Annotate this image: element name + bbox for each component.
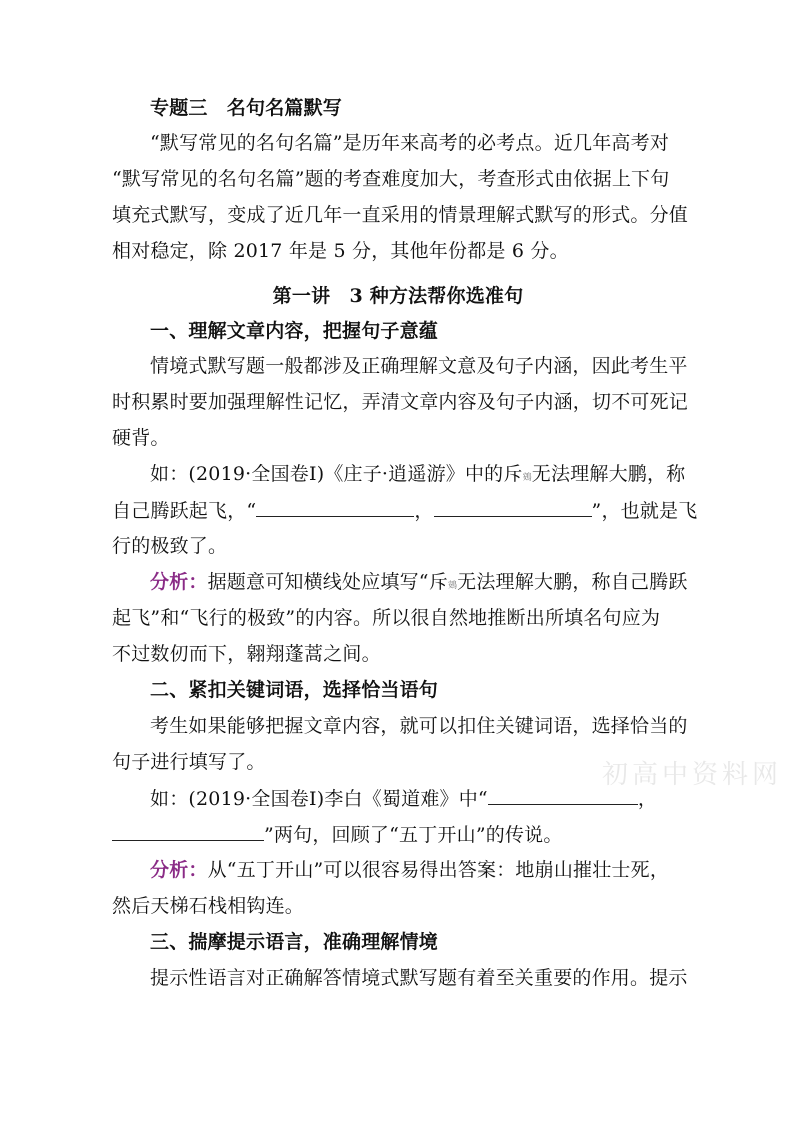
analysis-label: 分析： [150, 859, 208, 881]
section-2-analysis-line-1: 分析：从“五丁开山”可以很容易得出答案：地崩山摧壮士死， [150, 859, 670, 881]
section-2-analysis-line-2: 然后天梯石栈相钩连。 [112, 895, 305, 917]
section-2-body-1: 考生如果能够把握文章内容，就可以扣住关键词语，选择恰当的 [150, 715, 688, 737]
answer-blank-1[interactable] [256, 498, 414, 517]
topic-heading: 专题三 名句名篇默写 [150, 97, 343, 119]
analysis-label: 分析： [150, 571, 208, 593]
lecture-title: 第一讲 3 种方法帮你选准句 [272, 285, 524, 307]
section-1-title: 一、理解文章内容，把握句子意蕴 [150, 320, 439, 342]
intro-line-3: 填充式默写，变成了近几年一直采用的情景理解式默写的形式。分值 [112, 204, 689, 226]
section-3-body-1: 提示性语言对正确解答情境式默写题有着至关重要的作用。提示 [150, 967, 688, 989]
section-2-example-line-2: ”两句，回顾了“五丁开山”的传说。 [112, 822, 684, 847]
character-mark: 鴳 [447, 581, 458, 591]
watermark: 初高中资料网 [602, 760, 783, 790]
intro-line-1: “默写常见的名句名篇”是历年来高考的必考点。近几年高考对 [150, 132, 670, 154]
section-1-example-line-3: 行的极致了。 [112, 535, 228, 557]
intro-line-4: 相对稳定，除 2017 年是 5 分，其他年份都是 6 分。 [112, 240, 569, 262]
character-mark: 鴳 [522, 473, 532, 483]
section-1-body-2: 时积累时要加强理解性记忆，弄清文章内容及句子内涵，切不可死记 [112, 391, 689, 413]
section-3-title: 三、揣摩提示语言，准确理解情境 [150, 931, 439, 953]
section-1-example-line-1: 如：(2019·全国卷Ⅰ)《庄子·逍遥游》中的斥鴳无法理解大鹏，称 [150, 463, 686, 485]
answer-blank-4[interactable] [112, 822, 264, 841]
section-1-body-1: 情境式默写题一般都涉及正确理解文意及句子内涵，因此考生平 [150, 355, 688, 377]
section-1-example-line-2: 自己腾跃起飞，“ ， ”，也就是飞 [112, 500, 698, 522]
section-1-analysis-line-2: 起飞”和“飞行的极致”的内容。所以很自然地推断出所填名句应为 [112, 607, 661, 629]
section-1-analysis-line-1: 分析：据题意可知横线处应填写“斥鴳无法理解大鹏，称自己腾跃 [150, 571, 688, 593]
section-2-title: 二、紧扣关键词语，选择恰当语句 [150, 679, 439, 701]
section-1-body-3: 硬背。 [112, 427, 170, 449]
section-2-example-line-1: 如：(2019·全国卷Ⅰ)李白《蜀道难》中“ ， [150, 788, 658, 810]
intro-line-2: “默写常见的名句名篇”题的考查难度加大，考查形式由依据上下句 [112, 168, 670, 190]
answer-blank-2[interactable] [434, 498, 592, 517]
section-2-body-2: 句子进行填写了。 [112, 751, 266, 773]
section-1-analysis-line-3: 不过数仞而下，翱翔蓬蒿之间。 [112, 643, 381, 665]
